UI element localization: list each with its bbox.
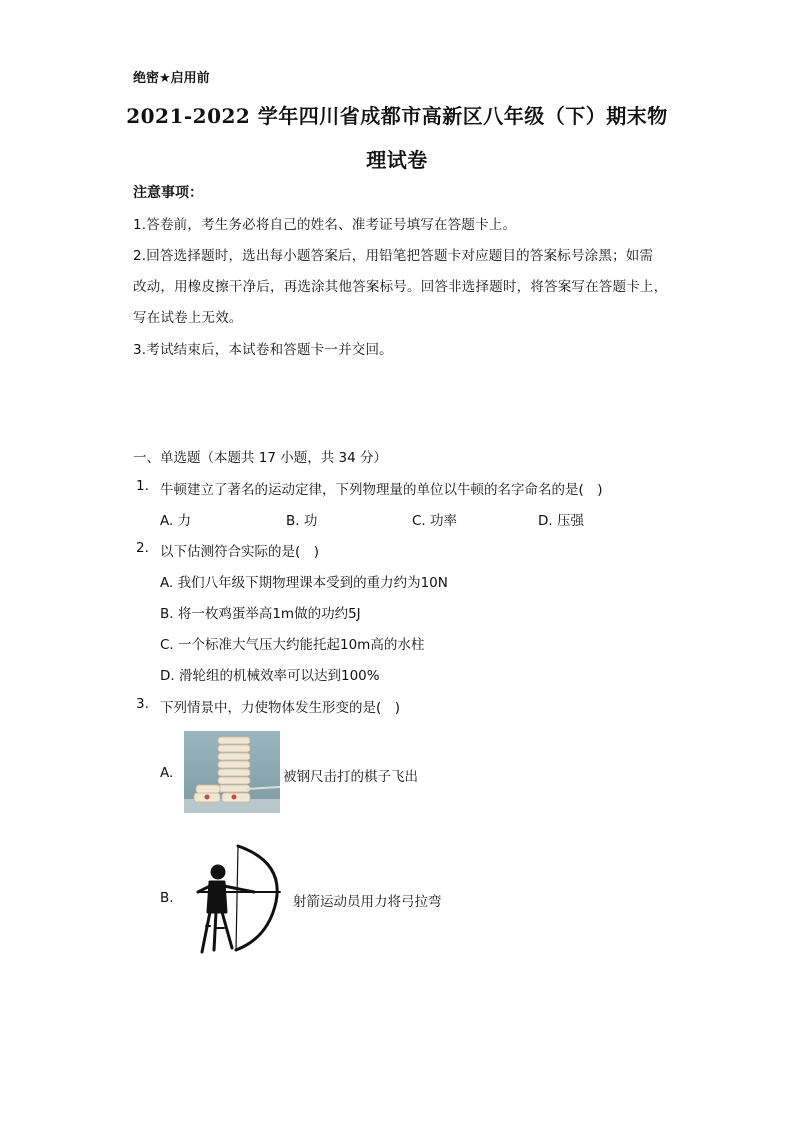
- question-3-option-a-letter: A.: [160, 765, 174, 781]
- notice-item-1: 1.答卷前，考生务必将自己的姓名、准考证号填写在答题卡上。: [133, 217, 517, 233]
- notice-item-2-line2: 改动，用橡皮擦干净后，再选涂其他答案标号。回答非选择题时，将答案写在答题卡上，: [133, 279, 668, 295]
- question-1-option-a: A. 力: [160, 513, 192, 529]
- chess-pieces-image: [184, 731, 280, 813]
- question-1-option-b: B. 功: [286, 513, 318, 529]
- archer-image: [180, 842, 284, 956]
- notice-item-3: 3.考试结束后，本试卷和答题卡一并交回。: [133, 342, 393, 358]
- notice-item-2-line1: 2.回答选择题时，选出每小题答案后，用铅笔把答题卡对应题目的答案标号涂黑；如需: [133, 248, 654, 264]
- confidential-label: 绝密★启用前: [133, 71, 210, 86]
- section-heading: 一、单选题（本题共 17 小题，共 34 分）: [133, 450, 388, 466]
- question-3-option-a-text: 被钢尺击打的棋子飞出: [283, 769, 418, 785]
- question-2-option-a: A. 我们八年级下期物理课本受到的重力约为10N: [160, 575, 448, 591]
- question-2-text: 以下估测符合实际的是( ): [160, 544, 320, 560]
- question-2-number: 2.: [136, 540, 149, 556]
- question-1-text: 牛顿建立了著名的运动定律，下列物理量的单位以牛顿的名字命名的是( ): [160, 482, 603, 498]
- exam-title-line1: 2021-2022 学年四川省成都市高新区八年级（下）期末物: [126, 104, 668, 128]
- question-3-text: 下列情景中，力使物体发生形变的是( ): [160, 700, 401, 716]
- notice-item-2-line3: 写在试卷上无效。: [133, 310, 243, 326]
- question-2-option-d: D. 滑轮组的机械效率可以达到100%: [160, 668, 380, 684]
- question-2-option-c: C. 一个标准大气压大约能托起10m高的水柱: [160, 637, 425, 653]
- notice-heading: 注意事项：: [133, 185, 203, 201]
- question-2-option-b: B. 将一枚鸡蛋举高1m做的功约5J: [160, 606, 361, 622]
- question-3-option-b-letter: B.: [160, 890, 174, 906]
- question-1-number: 1.: [136, 478, 149, 494]
- question-1-option-d: D. 压强: [538, 513, 584, 529]
- chess-pieces-icon: [184, 731, 280, 813]
- question-3-option-b-text: 射箭运动员用力将弓拉弯: [293, 894, 442, 910]
- archer-icon: [180, 842, 284, 956]
- question-3-number: 3.: [136, 696, 149, 712]
- exam-title-line2: 理试卷: [366, 148, 428, 172]
- question-1-option-c: C. 功率: [412, 513, 458, 529]
